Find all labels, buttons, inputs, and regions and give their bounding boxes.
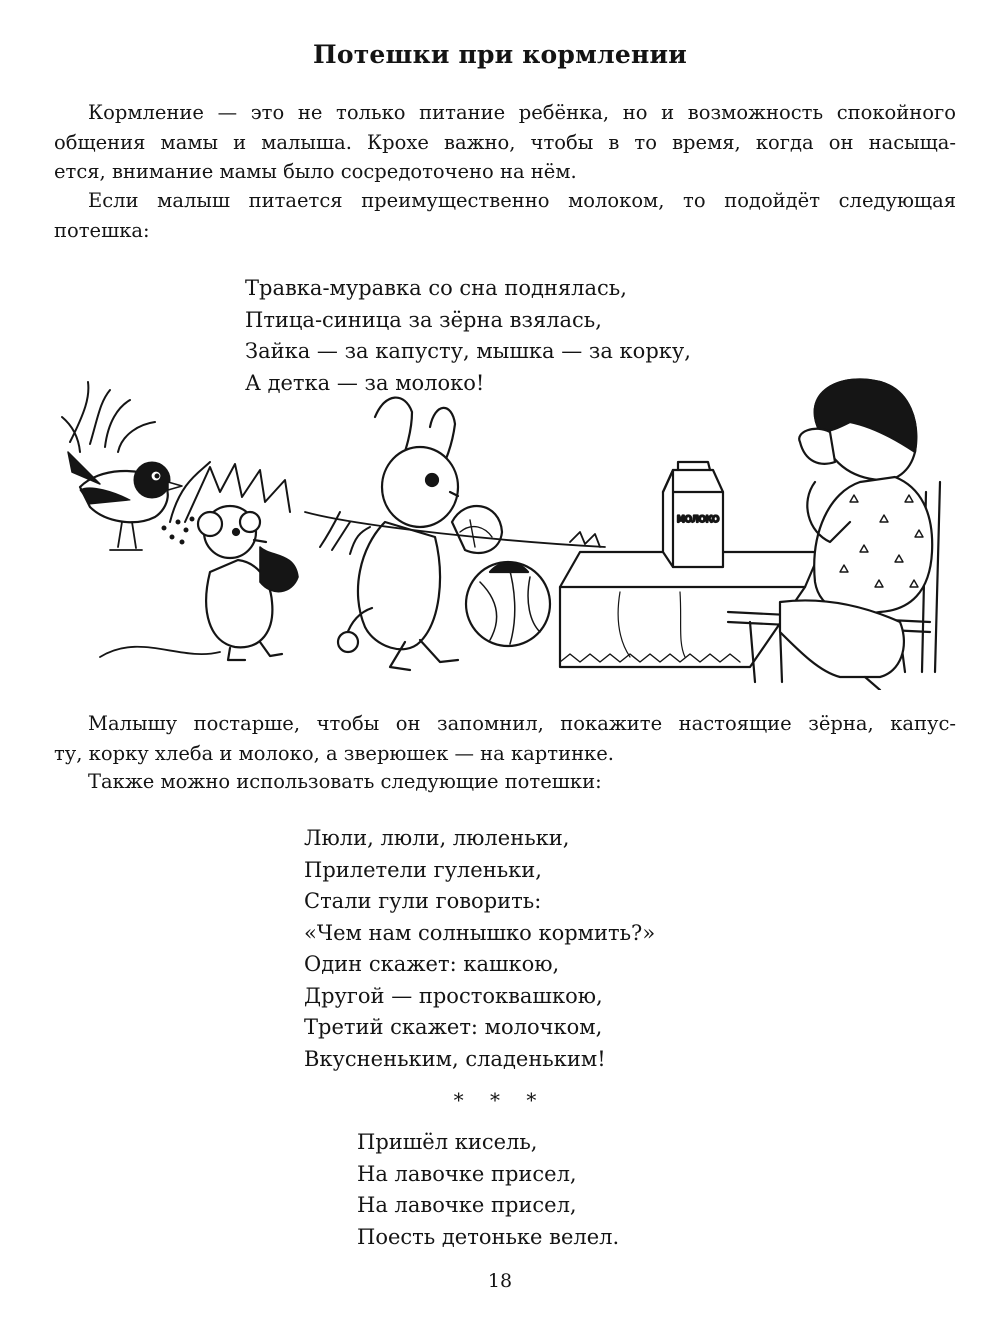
section-separator: * * * <box>453 1088 547 1112</box>
text-line: Малышу постарше, чтобы он запомнил, покажите настоящие зёрна, капус- <box>88 712 956 735</box>
intro-paragraph-1 <box>54 98 956 187</box>
poem-line: Стали гули говорить: <box>304 889 542 913</box>
poem-line: Птица-синица за зёрна взялась, <box>245 307 602 332</box>
feeding-illustration <box>60 372 960 690</box>
poem-line: Травка-муравка со сна поднялась, <box>245 276 627 300</box>
poem-line: Прилетели гуленьки, <box>304 857 542 882</box>
poem-lyuli-lyuli <box>304 823 655 1075</box>
poem-line: Вкусненьким, сладеньким! <box>304 1046 606 1071</box>
page-title: Потешки при кормлении <box>313 40 687 69</box>
cabbage-figure <box>466 562 550 646</box>
milk-carton-label: МОЛОКО <box>677 515 720 525</box>
middle-paragraph-1 <box>54 709 956 768</box>
poem-line: Поесть детоньке велел. <box>357 1224 620 1249</box>
poem-line: Один скажет: кашкою, <box>304 952 560 976</box>
poem-line: Пришёл кисель, <box>357 1130 538 1154</box>
text-line: потешка: <box>54 218 150 242</box>
intro-paragraph-2 <box>54 186 956 245</box>
poem-line: Третий скажет: молочком, <box>304 1015 603 1039</box>
poem-line: «Чем нам солнышко кормить?» <box>304 920 656 945</box>
mouse-figure <box>100 506 298 660</box>
poem-line: Люли, люли, люленьки, <box>304 826 570 850</box>
text-line: Также можно использовать следующие потешки: <box>88 770 602 793</box>
middle-paragraph-2 <box>54 767 956 797</box>
text-line: Если малыш питается преимущественно молоком, то подойдёт следующая <box>88 189 956 212</box>
poem-prishel-kisel <box>357 1127 619 1253</box>
poem-line: Зайка — за капусту, мышка — за корку, <box>245 339 691 363</box>
poem-line: Другой — простоквашкою, <box>304 983 603 1008</box>
text-line: общения мамы и малыша. Крохе важно, чтобы в то время, когда он насыща- <box>54 130 956 154</box>
boy-figure <box>780 379 932 690</box>
text-line: Кормление — это не только питание ребёнка, но и возможность спокойного <box>88 101 956 124</box>
bird-figure <box>68 452 194 550</box>
page-number: 18 <box>487 1270 513 1292</box>
poem-line: А детка — за молоко! <box>245 370 485 395</box>
text-line: ту, корку хлеба и молоко, а зверюшек — на картинке. <box>54 741 614 765</box>
poem-line: На лавочке присел, <box>357 1193 577 1217</box>
poem-line: На лавочке присел, <box>357 1161 577 1186</box>
milk-carton-figure <box>663 462 723 567</box>
text-line: ется, внимание мамы было сосредоточено на нём. <box>54 160 577 183</box>
